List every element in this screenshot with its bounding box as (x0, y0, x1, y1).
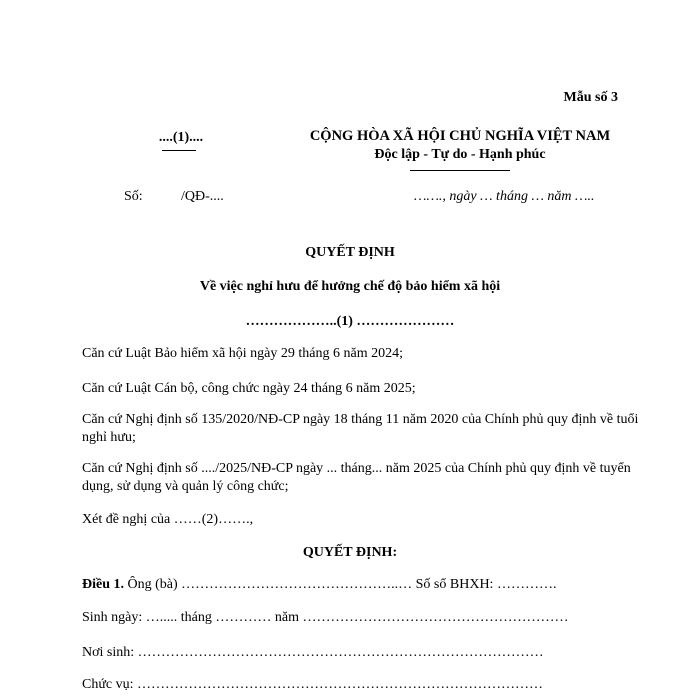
legal-ground-4: Căn cứ Nghị định số ..../2025/NĐ-CP ngày ... tháng... năm 2025 của Chính phủ quy định về tuyển dụng, sử dụng và quản lý công chức; (82, 461, 631, 494)
legal-ground-2: Căn cứ Luật Cán bộ, công chức ngày 24 tháng 6 năm 2025; (82, 381, 416, 396)
birth-place-line: Nơi sinh: …………………………………………………………………………… (82, 645, 544, 660)
document-subject: Về việc nghỉ hưu để hưởng chế độ bảo hiểm xã hội (199, 279, 501, 294)
document-number-label: Số: (124, 189, 143, 204)
decision-heading: QUYẾT ĐỊNH: (302, 545, 398, 560)
birth-date-line: Sinh ngày: …..... tháng ………… năm ………………………………………………… (82, 610, 569, 625)
position-line: Chức vụ: …………………………………………………………………………… (82, 677, 544, 692)
legal-ground-1: Căn cứ Luật Bảo hiểm xã hội ngày 29 tháng 6 năm 2024; (82, 346, 403, 361)
document-number-code: /QĐ-.... (181, 189, 224, 204)
article-1-line (82, 577, 556, 593)
legal-ground-3: Căn cứ Nghị định số 135/2020/NĐ-CP ngày 18 tháng 11 năm 2020 của Chính phủ quy định về tuổi nghỉ hưu; (82, 412, 639, 445)
issuing-authority: ………………..(1) ………………… (245, 314, 455, 329)
proposal-line: Xét đề nghị của ……(2)……., (82, 512, 254, 527)
national-title: CỘNG HÒA XÃ HỘI CHỦ NGHĨA VIỆT NAM (309, 128, 611, 144)
agency-name: ....(1).... (158, 130, 204, 145)
motto-underline (410, 170, 510, 171)
document-date-line: ……., ngày … tháng … năm ….. (414, 189, 595, 204)
article-1-label: Điều 1. (82, 577, 124, 592)
form-number: Mẫu số 3 (563, 90, 618, 105)
national-motto: Độc lập - Tự do - Hạnh phúc (374, 147, 546, 162)
agency-underline (162, 150, 196, 151)
article-1-text: Ông (bà) ………………………………………..… Số sổ BHXH: …………. (124, 577, 557, 592)
document-title: QUYẾT ĐỊNH (305, 245, 395, 260)
